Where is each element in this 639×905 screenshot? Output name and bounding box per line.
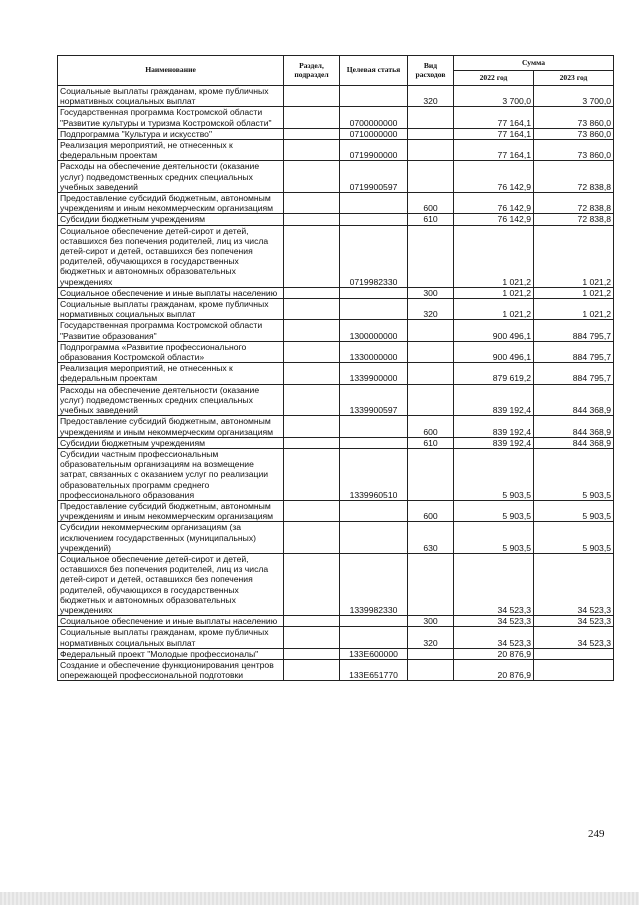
row-sum-2022: 34 523,3 — [454, 616, 534, 627]
row-name: Создание и обеспечение функционирования центров опережающей профессиональной подготовки — [58, 659, 284, 680]
row-sum-2023: 72 838,8 — [534, 193, 614, 214]
row-section — [284, 437, 340, 448]
row-name: Государственная программа Костромской области "Развитие культуры и туризма Костромской области" — [58, 107, 284, 128]
table-row — [58, 363, 614, 384]
row-target-code: 1300000000 — [340, 320, 408, 341]
table-row — [58, 287, 614, 298]
row-sum-2022: 34 523,3 — [454, 627, 534, 648]
row-name: Социальные выплаты гражданам, кроме публичных нормативных социальных выплат — [58, 627, 284, 648]
row-expense-type — [408, 341, 454, 362]
row-sum-2023: 34 523,3 — [534, 627, 614, 648]
table-row — [58, 140, 614, 161]
row-target-code — [340, 500, 408, 521]
row-expense-type — [408, 107, 454, 128]
table-row — [58, 299, 614, 320]
row-expense-type: 600 — [408, 416, 454, 437]
row-name: Федеральный проект "Молодые профессионалы" — [58, 648, 284, 659]
row-expense-type — [408, 448, 454, 500]
row-sum-2022: 77 164,1 — [454, 140, 534, 161]
row-section — [284, 225, 340, 287]
row-section — [284, 299, 340, 320]
row-target-code: 133E600000 — [340, 648, 408, 659]
row-sum-2022: 77 164,1 — [454, 107, 534, 128]
row-sum-2023: 72 838,8 — [534, 161, 614, 193]
row-section — [284, 648, 340, 659]
row-name: Подпрограмма «Развитие профессионального образования Костромской области» — [58, 341, 284, 362]
row-expense-type — [408, 384, 454, 416]
row-section — [284, 161, 340, 193]
row-section — [284, 341, 340, 362]
row-section — [284, 553, 340, 615]
row-sum-2023: 72 838,8 — [534, 214, 614, 225]
table-row — [58, 437, 614, 448]
header-target: Целевая статья — [340, 56, 408, 86]
row-name: Реализация мероприятий, не отнесенных к федеральным проектам — [58, 140, 284, 161]
row-target-code: 0700000000 — [340, 107, 408, 128]
table-row — [58, 128, 614, 139]
row-sum-2023: 5 903,5 — [534, 522, 614, 554]
row-sum-2022: 1 021,2 — [454, 225, 534, 287]
row-name: Социальные выплаты гражданам, кроме публичных нормативных социальных выплат — [58, 299, 284, 320]
row-expense-type — [408, 161, 454, 193]
row-expense-type: 320 — [408, 627, 454, 648]
row-name: Социальное обеспечение и иные выплаты населению — [58, 287, 284, 298]
row-target-code: 1330000000 — [340, 341, 408, 362]
header-section: Раздел, подраздел — [284, 56, 340, 86]
row-name: Государственная программа Костромской области "Развитие образования" — [58, 320, 284, 341]
header-year-2022: 2022 год — [454, 71, 534, 86]
row-section — [284, 384, 340, 416]
row-sum-2023: 884 795,7 — [534, 320, 614, 341]
row-expense-type — [408, 553, 454, 615]
row-expense-type: 600 — [408, 193, 454, 214]
row-sum-2022: 5 903,5 — [454, 500, 534, 521]
row-target-code: 1339982330 — [340, 553, 408, 615]
row-target-code: 0719900000 — [340, 140, 408, 161]
table-row — [58, 648, 614, 659]
row-sum-2023: 5 903,5 — [534, 500, 614, 521]
row-expense-type: 300 — [408, 287, 454, 298]
row-sum-2022: 839 192,4 — [454, 416, 534, 437]
row-section — [284, 86, 340, 107]
table-row — [58, 341, 614, 362]
row-sum-2023: 884 795,7 — [534, 341, 614, 362]
row-target-code: 0719900597 — [340, 161, 408, 193]
row-sum-2023: 844 368,9 — [534, 437, 614, 448]
row-target-code: 133E651770 — [340, 659, 408, 680]
table-row — [58, 416, 614, 437]
table-row — [58, 627, 614, 648]
table-row — [58, 320, 614, 341]
table-row — [58, 616, 614, 627]
row-name: Субсидии частным профессиональным образовательным организациям на возмещение затрат, связанных с оказанием услуг по реализации образовательных программ среднего профессионального образования — [58, 448, 284, 500]
row-sum-2022: 5 903,5 — [454, 448, 534, 500]
row-sum-2022: 1 021,2 — [454, 287, 534, 298]
row-target-code: 1339960510 — [340, 448, 408, 500]
row-target-code — [340, 287, 408, 298]
row-sum-2023 — [534, 648, 614, 659]
header-sum: Сумма — [454, 56, 614, 71]
row-target-code — [340, 299, 408, 320]
row-section — [284, 128, 340, 139]
row-target-code — [340, 437, 408, 448]
row-expense-type — [408, 225, 454, 287]
row-sum-2022: 20 876,9 — [454, 648, 534, 659]
row-name: Расходы на обеспечение деятельности (оказание услуг) подведомственных средних специальных учебных заведений — [58, 384, 284, 416]
row-expense-type: 610 — [408, 437, 454, 448]
scan-bottom-strip — [0, 892, 639, 905]
row-expense-type: 320 — [408, 86, 454, 107]
table-row — [58, 193, 614, 214]
table-row — [58, 86, 614, 107]
row-name: Субсидии бюджетным учреждениям — [58, 437, 284, 448]
row-name: Предоставление субсидий бюджетным, автономным учреждениям и иным некоммерческим организациям — [58, 193, 284, 214]
table-row — [58, 161, 614, 193]
table-row — [58, 659, 614, 680]
row-sum-2022: 20 876,9 — [454, 659, 534, 680]
row-expense-type: 320 — [408, 299, 454, 320]
row-sum-2023: 844 368,9 — [534, 416, 614, 437]
row-expense-type: 600 — [408, 500, 454, 521]
row-sum-2022: 839 192,4 — [454, 437, 534, 448]
row-section — [284, 193, 340, 214]
row-section — [284, 616, 340, 627]
header-year-2023: 2023 год — [534, 71, 614, 86]
row-section — [284, 363, 340, 384]
row-target-code — [340, 193, 408, 214]
row-sum-2022: 900 496,1 — [454, 320, 534, 341]
row-sum-2022: 77 164,1 — [454, 128, 534, 139]
table-row — [58, 384, 614, 416]
row-name: Предоставление субсидий бюджетным, автономным учреждениям и иным некоммерческим организациям — [58, 416, 284, 437]
row-name: Субсидии бюджетным учреждениям — [58, 214, 284, 225]
header-type: Вид расходов — [408, 56, 454, 86]
row-expense-type — [408, 128, 454, 139]
row-target-code — [340, 522, 408, 554]
row-sum-2023: 1 021,2 — [534, 299, 614, 320]
row-section — [284, 659, 340, 680]
row-section — [284, 416, 340, 437]
header-row-top — [58, 56, 614, 71]
row-section — [284, 522, 340, 554]
row-sum-2022: 34 523,3 — [454, 553, 534, 615]
row-sum-2022: 839 192,4 — [454, 384, 534, 416]
row-sum-2023: 5 903,5 — [534, 448, 614, 500]
table-row — [58, 225, 614, 287]
row-name: Реализация мероприятий, не отнесенных к федеральным проектам — [58, 363, 284, 384]
row-sum-2023: 884 795,7 — [534, 363, 614, 384]
row-target-code — [340, 86, 408, 107]
row-target-code: 0710000000 — [340, 128, 408, 139]
row-expense-type — [408, 659, 454, 680]
row-name: Социальное обеспечение и иные выплаты населению — [58, 616, 284, 627]
budget-table — [57, 55, 614, 681]
table-row — [58, 500, 614, 521]
row-name: Субсидии некоммерческим организациям (за исключением государственных (муниципальных) учреждений) — [58, 522, 284, 554]
row-sum-2022: 900 496,1 — [454, 341, 534, 362]
row-section — [284, 627, 340, 648]
header-name: Наименование — [58, 56, 284, 86]
table-body — [58, 86, 614, 681]
table-row — [58, 522, 614, 554]
row-section — [284, 140, 340, 161]
page-number: 249 — [588, 828, 605, 840]
row-sum-2023: 844 368,9 — [534, 384, 614, 416]
row-expense-type — [408, 648, 454, 659]
row-sum-2022: 3 700,0 — [454, 86, 534, 107]
row-sum-2023: 1 021,2 — [534, 225, 614, 287]
row-section — [284, 214, 340, 225]
row-sum-2022: 5 903,5 — [454, 522, 534, 554]
row-name: Социальные выплаты гражданам, кроме публичных нормативных социальных выплат — [58, 86, 284, 107]
row-sum-2022: 76 142,9 — [454, 161, 534, 193]
row-target-code: 1339900597 — [340, 384, 408, 416]
row-sum-2023: 73 860,0 — [534, 140, 614, 161]
table-row — [58, 553, 614, 615]
row-sum-2023: 3 700,0 — [534, 86, 614, 107]
table-row — [58, 107, 614, 128]
row-expense-type — [408, 320, 454, 341]
row-expense-type: 610 — [408, 214, 454, 225]
row-target-code — [340, 214, 408, 225]
row-sum-2023: 34 523,3 — [534, 553, 614, 615]
row-target-code — [340, 416, 408, 437]
row-name: Социальное обеспечение детей-сирот и детей, оставшихся без попечения родителей, лиц из числа детей-сирот и детей, оставшихся без попечения родителей, обучающихся в государственных бюджетных и автономных образовательных учреждениях — [58, 225, 284, 287]
row-name: Расходы на обеспечение деятельности (оказание услуг) подведомственных средних специальных учебных заведений — [58, 161, 284, 193]
row-sum-2022: 76 142,9 — [454, 193, 534, 214]
row-expense-type — [408, 363, 454, 384]
row-sum-2022: 76 142,9 — [454, 214, 534, 225]
row-sum-2023: 34 523,3 — [534, 616, 614, 627]
row-sum-2023: 73 860,0 — [534, 128, 614, 139]
row-target-code — [340, 616, 408, 627]
row-section — [284, 320, 340, 341]
row-name: Социальное обеспечение детей-сирот и детей, оставшихся без попечения родителей, лиц из числа детей-сирот и детей, оставшихся без попечения родителей, обучающихся в государственных бюджетных и автономных образовательных учреждениях — [58, 553, 284, 615]
row-sum-2023 — [534, 659, 614, 680]
row-name: Подпрограмма "Культура и искусство" — [58, 128, 284, 139]
row-section — [284, 107, 340, 128]
row-sum-2022: 1 021,2 — [454, 299, 534, 320]
row-sum-2023: 1 021,2 — [534, 287, 614, 298]
row-section — [284, 287, 340, 298]
row-expense-type — [408, 140, 454, 161]
row-name: Предоставление субсидий бюджетным, автономным учреждениям и иным некоммерческим организациям — [58, 500, 284, 521]
row-target-code: 0719982330 — [340, 225, 408, 287]
row-target-code — [340, 627, 408, 648]
row-section — [284, 448, 340, 500]
row-sum-2022: 879 619,2 — [454, 363, 534, 384]
table-row — [58, 214, 614, 225]
row-expense-type: 630 — [408, 522, 454, 554]
row-expense-type: 300 — [408, 616, 454, 627]
row-target-code: 1339900000 — [340, 363, 408, 384]
table-row — [58, 448, 614, 500]
row-sum-2023: 73 860,0 — [534, 107, 614, 128]
row-section — [284, 500, 340, 521]
